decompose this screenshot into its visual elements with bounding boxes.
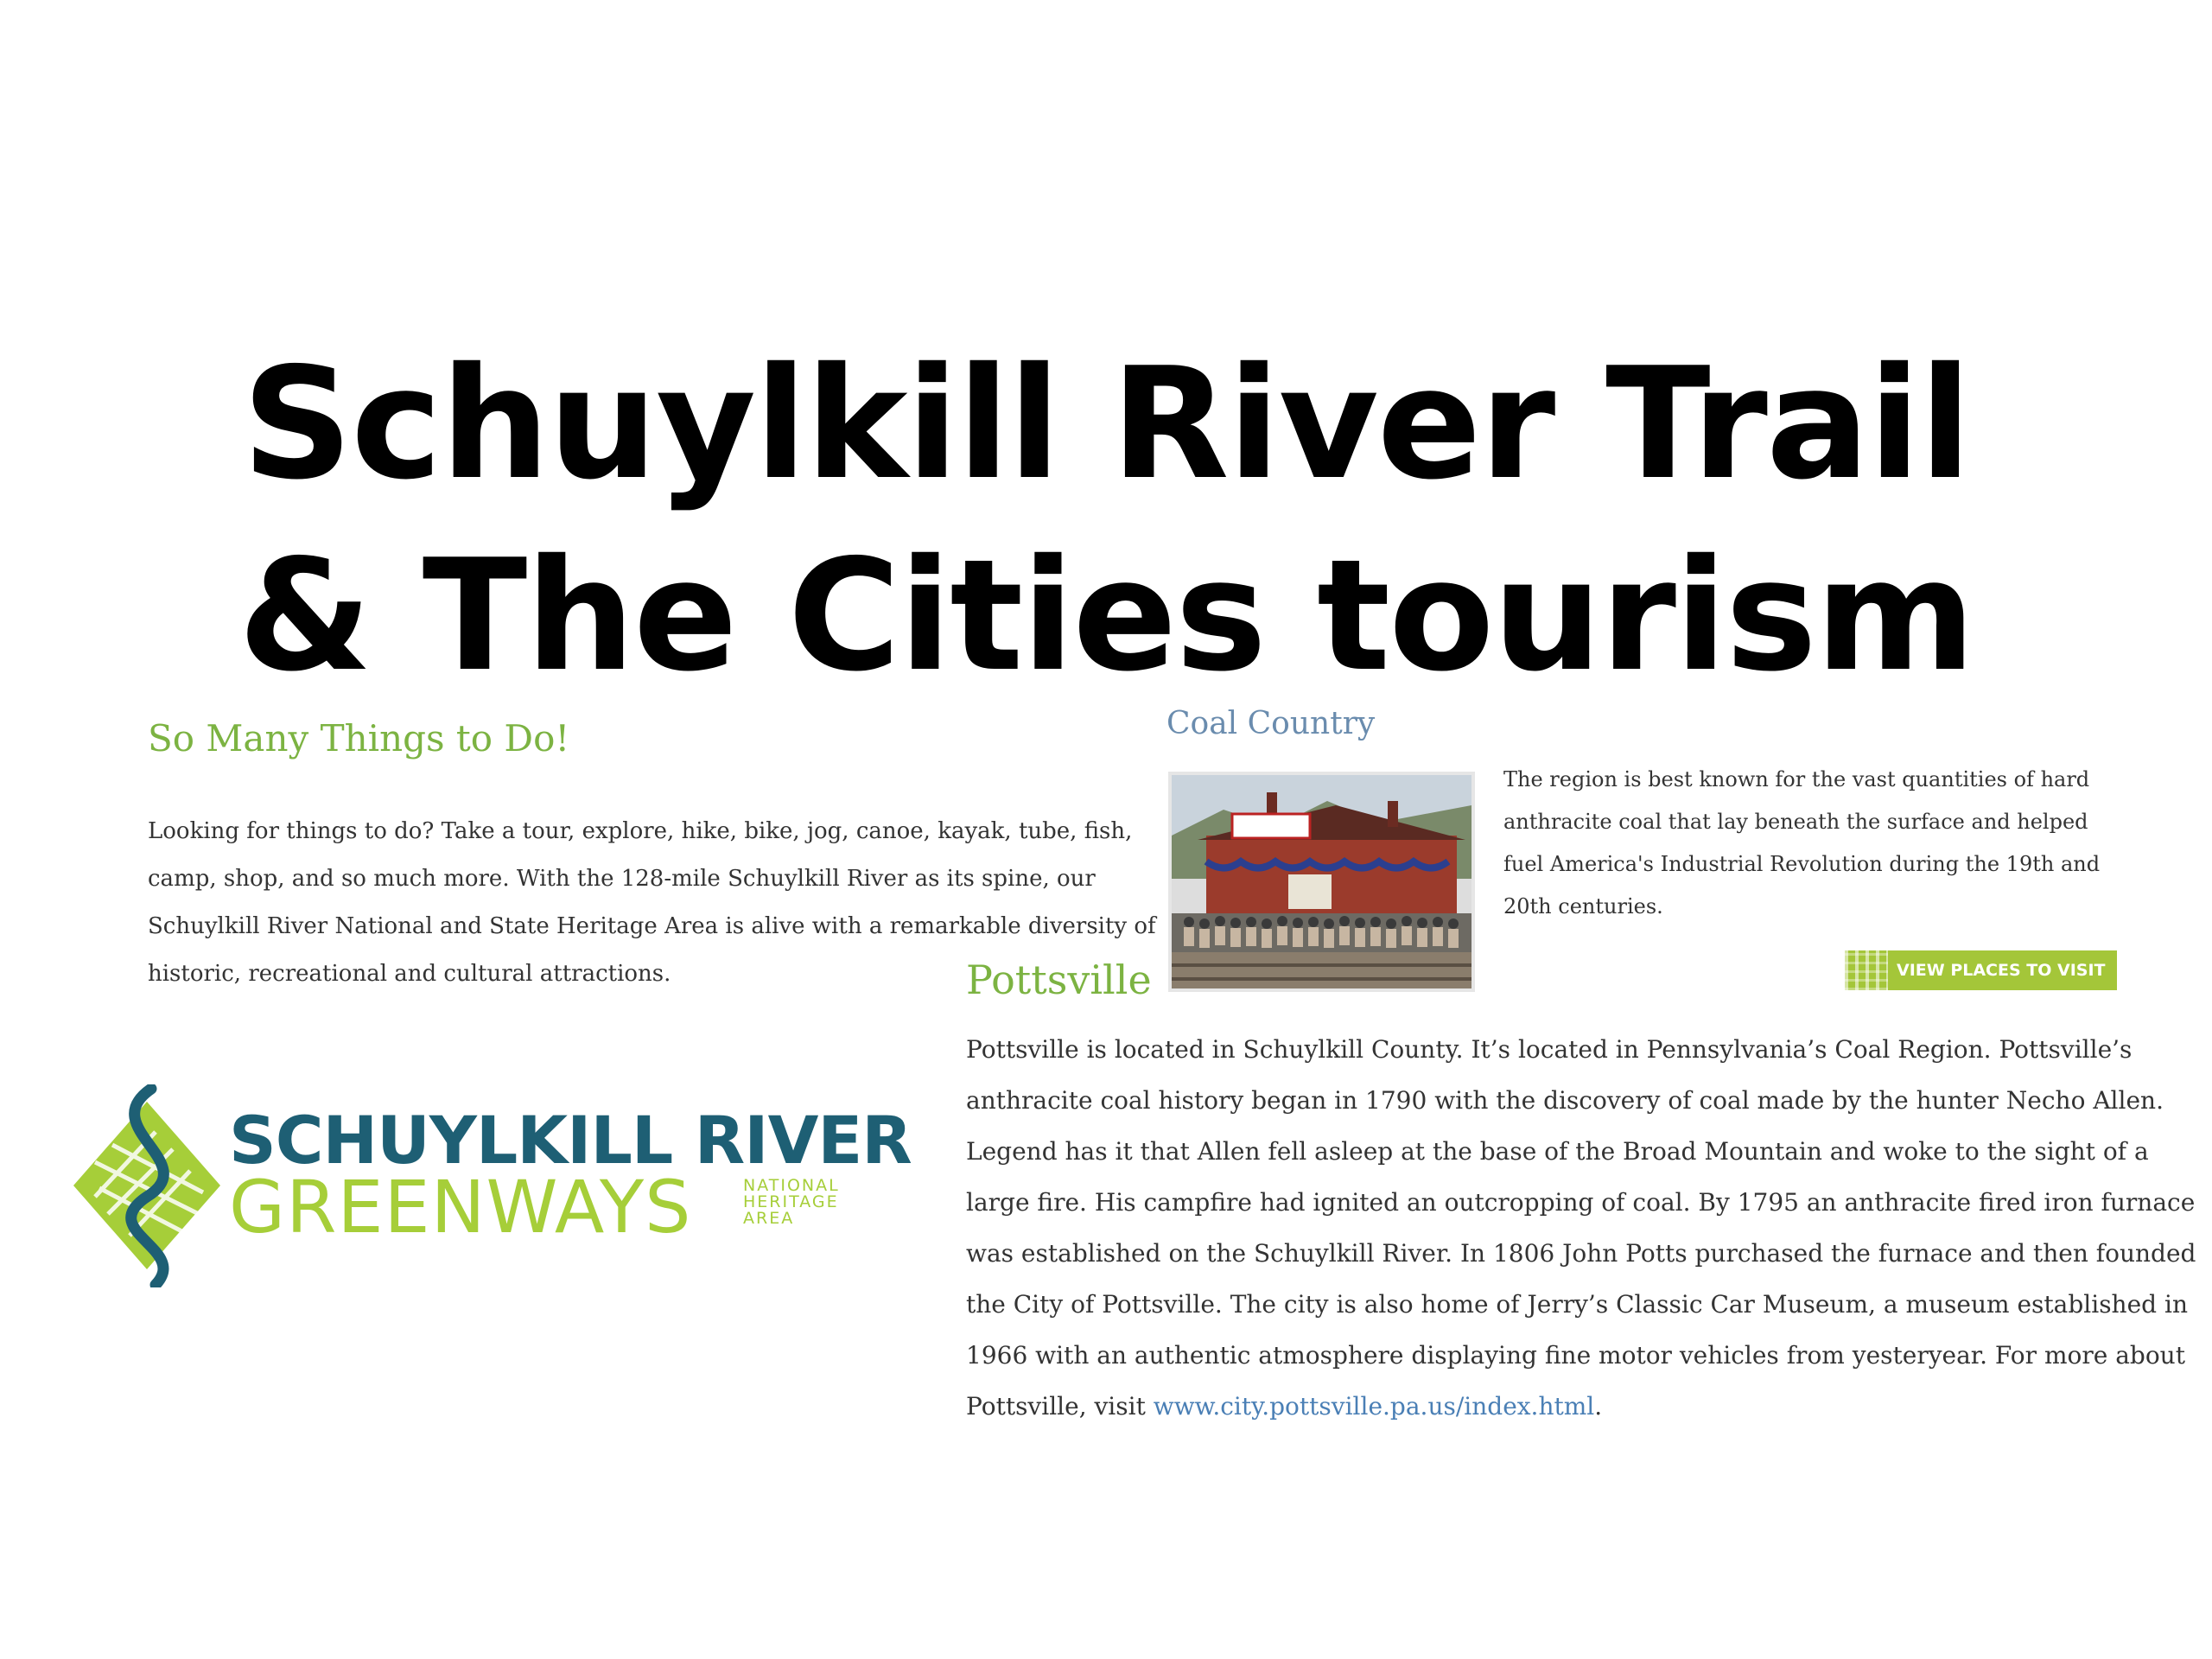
schuylkill-greenways-logo — [60, 1084, 912, 1287]
pottsville-body-text: Pottsville is located in Schuylkill County. It’s located in Pennsylvania’s Coal Region. Pottsville’s anthracite coal history began in 1790 with the discovery of coal made by the hunter Necho Allen. Legend has it that Allen fell asleep at the base of the Broad Mountain and woke to the sight of a large fire. His campfire had ignited an outcropping of coal. By 1795 an anthracite fired iron furnace was established on the Schuylkill River. In 1806 John Potts purchased the furnace and then founded the City of Pottsville. The city is also home of Jerry’s Classic Car Museum, a museum established in 1966 with an authentic atmosphere displaying fine motor vehicles from yesteryear. For more about Pottsville, visit — [966, 1035, 2196, 1421]
slide-title-line2: & The Cities tourism — [238, 526, 1974, 705]
pottsville-body-end: . — [1594, 1392, 1603, 1421]
logo-text-schuylkill-river: SCHUYLKILL RIVER — [229, 1102, 912, 1179]
slide-title-line1: Schuylkill River Trail — [242, 334, 1970, 513]
greenways-logo-mark-icon — [60, 1084, 233, 1287]
button-pattern-icon — [1845, 950, 1888, 990]
train-station-photo — [1168, 772, 1475, 992]
things-to-do-body: Looking for things to do? Take a tour, explore, hike, bike, jog, canoe, kayak, tube, fish, camp, shop, and so much more. With the 128-mile Schuylkill River as its spine, our Schuylkill River National and State Heritage Area is alive with a remarkable diversity of historic, recreational and cultural attractions. — [148, 818, 1156, 987]
logo-text-national-heritage-area — [743, 1178, 840, 1227]
view-places-to-visit-label: VIEW PLACES TO VISIT — [1897, 961, 2106, 980]
view-places-to-visit-button[interactable] — [1845, 950, 2117, 990]
logo-text-greenways: GREENWAYS — [229, 1165, 692, 1249]
logo-sub-heritage: HERITAGE — [743, 1192, 839, 1211]
pottsville-body — [966, 1024, 2212, 1432]
pottsville-heading: Pottsville — [966, 957, 1152, 1003]
slide-title — [0, 328, 2212, 712]
train-station-illustration — [1172, 775, 1471, 988]
logo-sub-national: NATIONAL — [743, 1176, 840, 1195]
coal-country-heading: Coal Country — [1166, 706, 1376, 741]
logo-sub-area: AREA — [743, 1209, 795, 1228]
coal-country-body: The region is best known for the vast quantities of hard anthracite coal that lay beneath the surface and helped fuel America's Industrial Revolution during the 19th and 20th centuries. — [1503, 767, 2101, 918]
things-to-do-heading: So Many Things to Do! — [148, 717, 570, 760]
pottsville-link[interactable]: www.city.pottsville.pa.us/index.html — [1153, 1392, 1595, 1421]
